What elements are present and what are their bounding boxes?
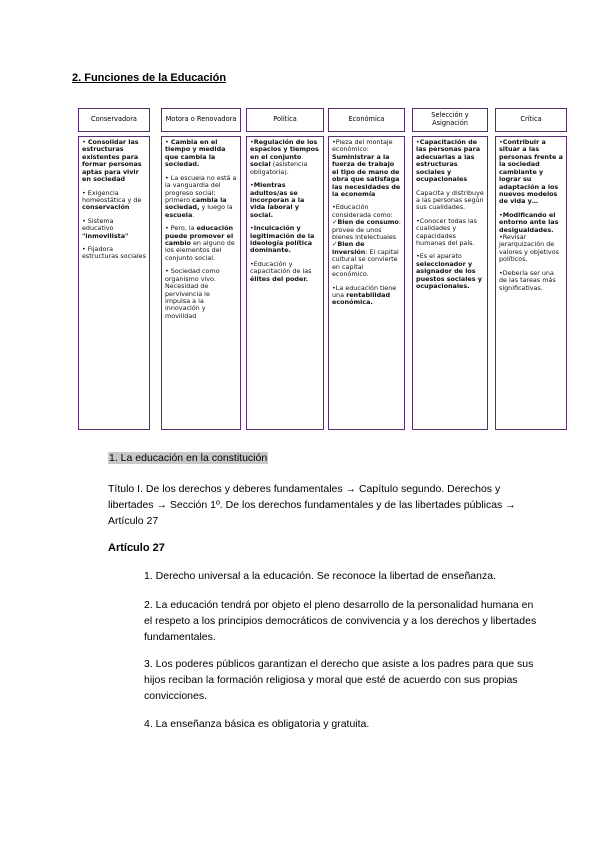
text-run: escuela [165, 210, 193, 219]
text-run: •Debería ser una de las tareas más significativas. [499, 268, 556, 292]
column-paragraph [165, 225, 237, 262]
text-run: • [416, 138, 420, 146]
column-header: Crítica [495, 108, 567, 132]
text-run: •Es el aparato [416, 252, 462, 261]
column-paragraph [416, 139, 484, 184]
text-run: seleccionador y asignador de los puestos sociales y ocupacionales. [416, 259, 482, 291]
column-paragraph [250, 225, 320, 255]
text-run: • Sistema educativo [82, 216, 114, 233]
text-run: Suministrar a la fuerza de trabajo el tipo de mano de obra que satisfaga las necesidades de la economía [332, 152, 401, 198]
function-column-politica [246, 108, 324, 430]
text-run: Inculcación y legitimación de la ideología política dominante. [250, 224, 315, 255]
column-paragraph [416, 218, 484, 248]
text-run: •Conocer todas las cualidades y capacidades humanas del país. [416, 216, 477, 248]
article-point-1: 1. Derecho universal a la educación. Se reconoce la libertad de enseñanza. [144, 570, 496, 582]
column-body [246, 136, 324, 430]
article-point-3: 3. Los poderes públicos garantizan el derecho que asiste a los padres para que sus hijos reciban la formación religiosa y moral que esté de acuerdo con sus propias convicciones. [144, 658, 534, 702]
column-paragraph [165, 175, 237, 220]
column-paragraph [499, 139, 563, 206]
text-run: : El capital cultural se convierte en capital económico. [332, 247, 399, 279]
column-paragraph [82, 218, 146, 240]
text-run: • [250, 181, 254, 190]
text-run: • [82, 138, 88, 146]
text-run: Capacita y distribuye a las personas según sus cualidades. [416, 188, 484, 212]
column-paragraph [416, 253, 484, 290]
article-point-2: 2. La educación tendrá por objeto el pleno desarrollo de la personalidad humana en el respeto a los principios democráticos de convivencia y a los derechos y libertades fundamentales. [144, 599, 537, 643]
article-point-4: 4. La enseñanza básica es obligatoria y gratuita. [144, 718, 370, 730]
function-column-critica [495, 108, 567, 430]
text-run: Mientras adultos/as se incorporan a la vida laboral y social. [250, 181, 305, 219]
column-body [412, 136, 488, 430]
subsection-title: 1. La educación en la constitución [109, 452, 268, 464]
column-paragraph [82, 246, 146, 261]
text-run: • Sociedad como organismo vivo. Necesidad de pervivencia le impulsa a la innovación y movilidad [165, 267, 220, 320]
column-paragraph [165, 139, 237, 169]
text-run: rentabilidad económica. [332, 291, 391, 307]
text-run: ✓Bien de inversión [332, 240, 366, 256]
text-run: • [250, 224, 254, 233]
column-header: Selección y Asignación [412, 108, 488, 132]
column-paragraph [332, 139, 401, 198]
text-run: : provee de unos bienes intelectuales [332, 218, 401, 242]
text-run: educación puede promover el cambio [165, 224, 234, 248]
column-paragraph [82, 190, 146, 212]
text-run: Regulación de los espacios y tiempos en el conjunto social [250, 138, 319, 169]
column-body [161, 136, 241, 430]
column-header: Conservadora [78, 108, 150, 132]
intro-paragraph: Título I. De los derechos y deberes fundamentales → Capítulo segundo. Derechos y libertades → Sección 1º. De los derechos fundamentales y de las libertades públicas → Artículo 27 [108, 483, 516, 527]
text-run: Capacitación de las personas para adecuarlas a las estructuras sociales y ocupacionales [416, 138, 481, 184]
column-paragraph [82, 139, 146, 184]
column-body [495, 136, 567, 430]
text-run: ✓Bien de consumo [332, 218, 399, 227]
column-header: Motora o Renovadora [161, 108, 241, 132]
text-run: élites del poder. [250, 274, 308, 283]
text-run: cambia la sociedad, [165, 195, 227, 212]
column-paragraph [332, 285, 401, 307]
text-run: Contribuir a situar a las personas frente a la sociedad cambiante y lograr su adaptación a los nuevos modelos de vida y… [499, 138, 563, 206]
text-run: • La escuela no está a la vanguardia del progreso social; primero [165, 173, 237, 204]
text-run: • Exigencia homeostática y de [82, 188, 142, 204]
column-paragraph [499, 270, 563, 292]
text-run: conservación [82, 203, 130, 212]
text-run: •Pieza del montaje económico: [332, 138, 393, 154]
column-paragraph [499, 212, 563, 264]
column-paragraph [416, 190, 484, 212]
column-body [328, 136, 405, 430]
column-paragraph [332, 204, 401, 278]
column-paragraph [250, 182, 320, 219]
text-run: • Fijadora estructuras sociales [82, 245, 146, 261]
column-paragraph [250, 139, 320, 176]
text-run: (asistencia obligatoria). [250, 160, 308, 176]
text-run: • [165, 138, 171, 146]
text-run: •Educación y capacitación de las [250, 259, 312, 276]
function-column-economica [328, 108, 405, 430]
text-run: . [192, 210, 195, 219]
text-run: en alguno de los elementos del conjunto social. [165, 239, 235, 262]
text-run: y luego la [199, 203, 233, 212]
article-title: Artículo 27 [108, 542, 165, 554]
text-run: Consolidar las estructuras existentes para formar personas aptas para vivir en sociedad [82, 138, 142, 184]
column-header: Política [246, 108, 324, 132]
function-column-motora [161, 108, 241, 430]
text-run: Cambia en el tiempo y medida que cambia la sociedad. [165, 138, 226, 169]
text-run: •La educación tiene una [332, 283, 397, 300]
text-run: "inmovilista" [82, 231, 129, 240]
column-body [78, 136, 150, 430]
text-run: • [250, 138, 254, 146]
column-paragraph [165, 268, 237, 320]
text-run: • Pero, la [165, 224, 197, 233]
section-title: 2. Funciones de la Educación [72, 72, 227, 84]
text-run: •Educación considerada como: [332, 203, 393, 219]
function-column-conservadora [78, 108, 150, 430]
text-run: • [499, 210, 503, 219]
text-run: Modificando el entorno ante las desigualdades. [499, 210, 559, 234]
column-header: Económica [328, 108, 405, 132]
function-column-seleccion [412, 108, 488, 430]
column-paragraph [250, 261, 320, 283]
text-run: •Revisar jerarquización de valores y objetivos políticos. [499, 233, 559, 264]
text-run: • [499, 138, 503, 146]
